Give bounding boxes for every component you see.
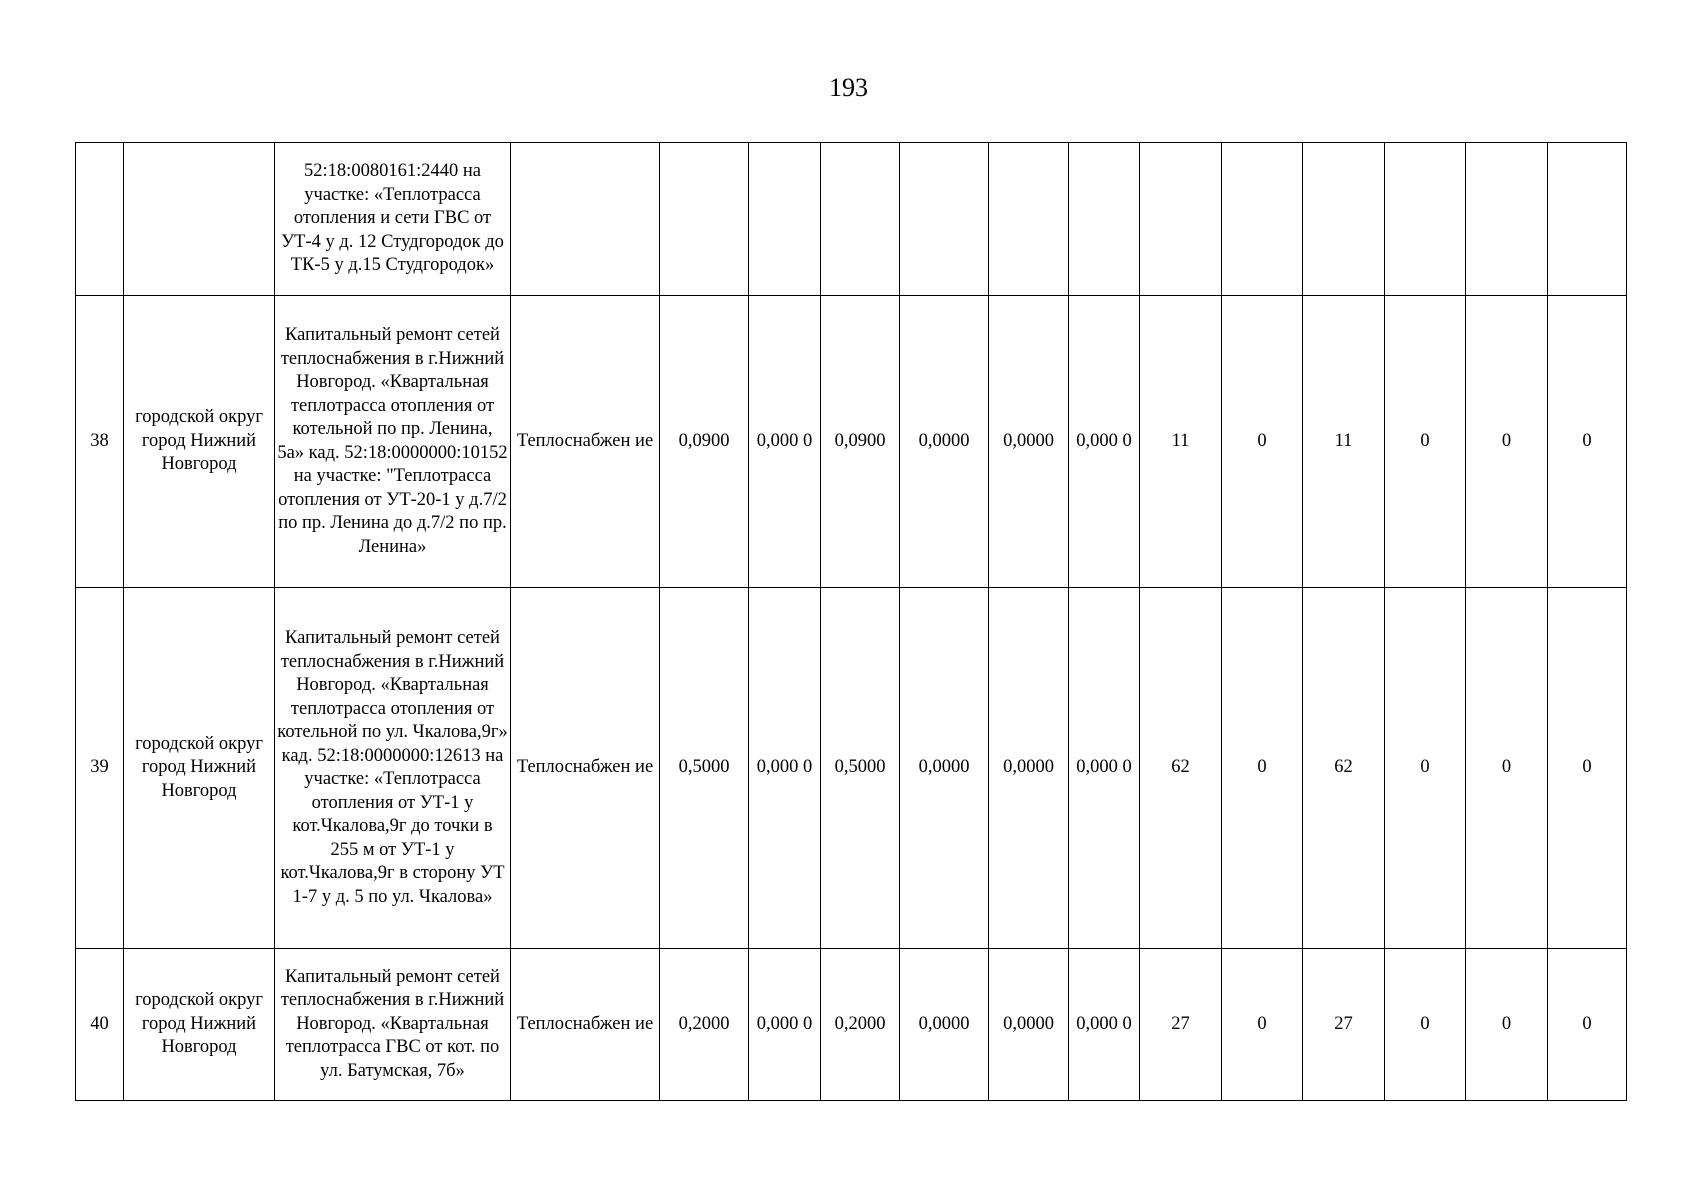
cell-value-1: 0,0900 xyxy=(660,296,749,588)
cell-number xyxy=(76,143,124,296)
cell-sphere: Теплоснабжен ие xyxy=(511,296,660,588)
cell-sphere xyxy=(511,143,660,296)
cell-count-5: 0 xyxy=(1466,588,1548,949)
cell-description: Капитальный ремонт сетей теплоснабжения в г.Нижний Новгород. «Квартальная теплотрасса отопления от котельной по пр. Ленина, 5а» кад. 52:18:0000000:10152 на участке: "Теплотрасса отопления от УТ-20-1 у д.7/2 по пр. Ленина до д.7/2 по пр. Ленина» xyxy=(275,296,511,588)
cell-value-2: 0,000 0 xyxy=(749,588,821,949)
cell-count-4: 0 xyxy=(1385,588,1466,949)
cell-value-4 xyxy=(900,143,989,296)
cell-value-5: 0,0000 xyxy=(989,588,1069,949)
cell-municipality: городской округ город Нижний Новгород xyxy=(124,949,275,1101)
cell-municipality: городской округ город Нижний Новгород xyxy=(124,588,275,949)
cell-municipality: городской округ город Нижний Новгород xyxy=(124,296,275,588)
cell-description: Капитальный ремонт сетей теплоснабжения в г.Нижний Новгород. «Квартальная теплотрасса ГВС от кот. по ул. Батумская, 7б» xyxy=(275,949,511,1101)
cell-count-5 xyxy=(1466,143,1548,296)
cell-value-1 xyxy=(660,143,749,296)
cell-count-4: 0 xyxy=(1385,949,1466,1101)
cell-value-1: 0,2000 xyxy=(660,949,749,1101)
cell-count-3 xyxy=(1303,143,1385,296)
cell-value-4: 0,0000 xyxy=(900,588,989,949)
cell-count-1: 62 xyxy=(1140,588,1222,949)
cell-value-2 xyxy=(749,143,821,296)
cell-value-5 xyxy=(989,143,1069,296)
cell-count-3: 27 xyxy=(1303,949,1385,1101)
table-row xyxy=(76,143,1627,296)
cell-count-4 xyxy=(1385,143,1466,296)
cell-value-2: 0,000 0 xyxy=(749,949,821,1101)
cell-value-5: 0,0000 xyxy=(989,296,1069,588)
cell-count-1 xyxy=(1140,143,1222,296)
cell-value-4: 0,0000 xyxy=(900,949,989,1101)
cell-value-3: 0,2000 xyxy=(821,949,900,1101)
data-table xyxy=(75,142,1627,1101)
cell-description: Капитальный ремонт сетей теплоснабжения в г.Нижний Новгород. «Квартальная теплотрасса отопления от котельной по ул. Чкалова,9г» кад. 52:18:0000000:12613 на участке: «Теплотрасса отопления от УТ-1 у кот.Чкалова,9г до точки в 255 м от УТ-1 у кот.Чкалова,9г в сторону УТ 1-7 у д. 5 по ул. Чкалова» xyxy=(275,588,511,949)
cell-value-3 xyxy=(821,143,900,296)
cell-value-2: 0,000 0 xyxy=(749,296,821,588)
cell-value-6: 0,000 0 xyxy=(1069,588,1140,949)
cell-value-1: 0,5000 xyxy=(660,588,749,949)
cell-count-2: 0 xyxy=(1222,588,1303,949)
cell-count-2 xyxy=(1222,143,1303,296)
cell-count-5: 0 xyxy=(1466,949,1548,1101)
cell-value-5: 0,0000 xyxy=(989,949,1069,1101)
cell-sphere: Теплоснабжен ие xyxy=(511,588,660,949)
cell-count-6: 0 xyxy=(1548,588,1627,949)
cell-count-3: 62 xyxy=(1303,588,1385,949)
cell-value-6: 0,000 0 xyxy=(1069,296,1140,588)
table-row xyxy=(76,949,1627,1101)
cell-count-1: 27 xyxy=(1140,949,1222,1101)
cell-municipality xyxy=(124,143,275,296)
table-row xyxy=(76,296,1627,588)
page-number: 193 xyxy=(829,73,868,102)
cell-value-3: 0,5000 xyxy=(821,588,900,949)
cell-sphere: Теплоснабжен ие xyxy=(511,949,660,1101)
cell-count-3: 11 xyxy=(1303,296,1385,588)
cell-count-6: 0 xyxy=(1548,296,1627,588)
cell-count-1: 11 xyxy=(1140,296,1222,588)
cell-count-5: 0 xyxy=(1466,296,1548,588)
table-row xyxy=(76,588,1627,949)
cell-number: 39 xyxy=(76,588,124,949)
cell-count-4: 0 xyxy=(1385,296,1466,588)
cell-value-4: 0,0000 xyxy=(900,296,989,588)
cell-number: 38 xyxy=(76,296,124,588)
cell-count-2: 0 xyxy=(1222,949,1303,1101)
cell-count-6 xyxy=(1548,143,1627,296)
cell-count-2: 0 xyxy=(1222,296,1303,588)
cell-number: 40 xyxy=(76,949,124,1101)
cell-count-6: 0 xyxy=(1548,949,1627,1101)
cell-value-3: 0,0900 xyxy=(821,296,900,588)
cell-description: 52:18:0080161:2440 на участке: «Теплотрасса отопления и сети ГВС от УТ-4 у д. 12 Студгородок до ТК-5 у д.15 Студгородок» xyxy=(275,143,511,296)
cell-value-6 xyxy=(1069,143,1140,296)
cell-value-6: 0,000 0 xyxy=(1069,949,1140,1101)
